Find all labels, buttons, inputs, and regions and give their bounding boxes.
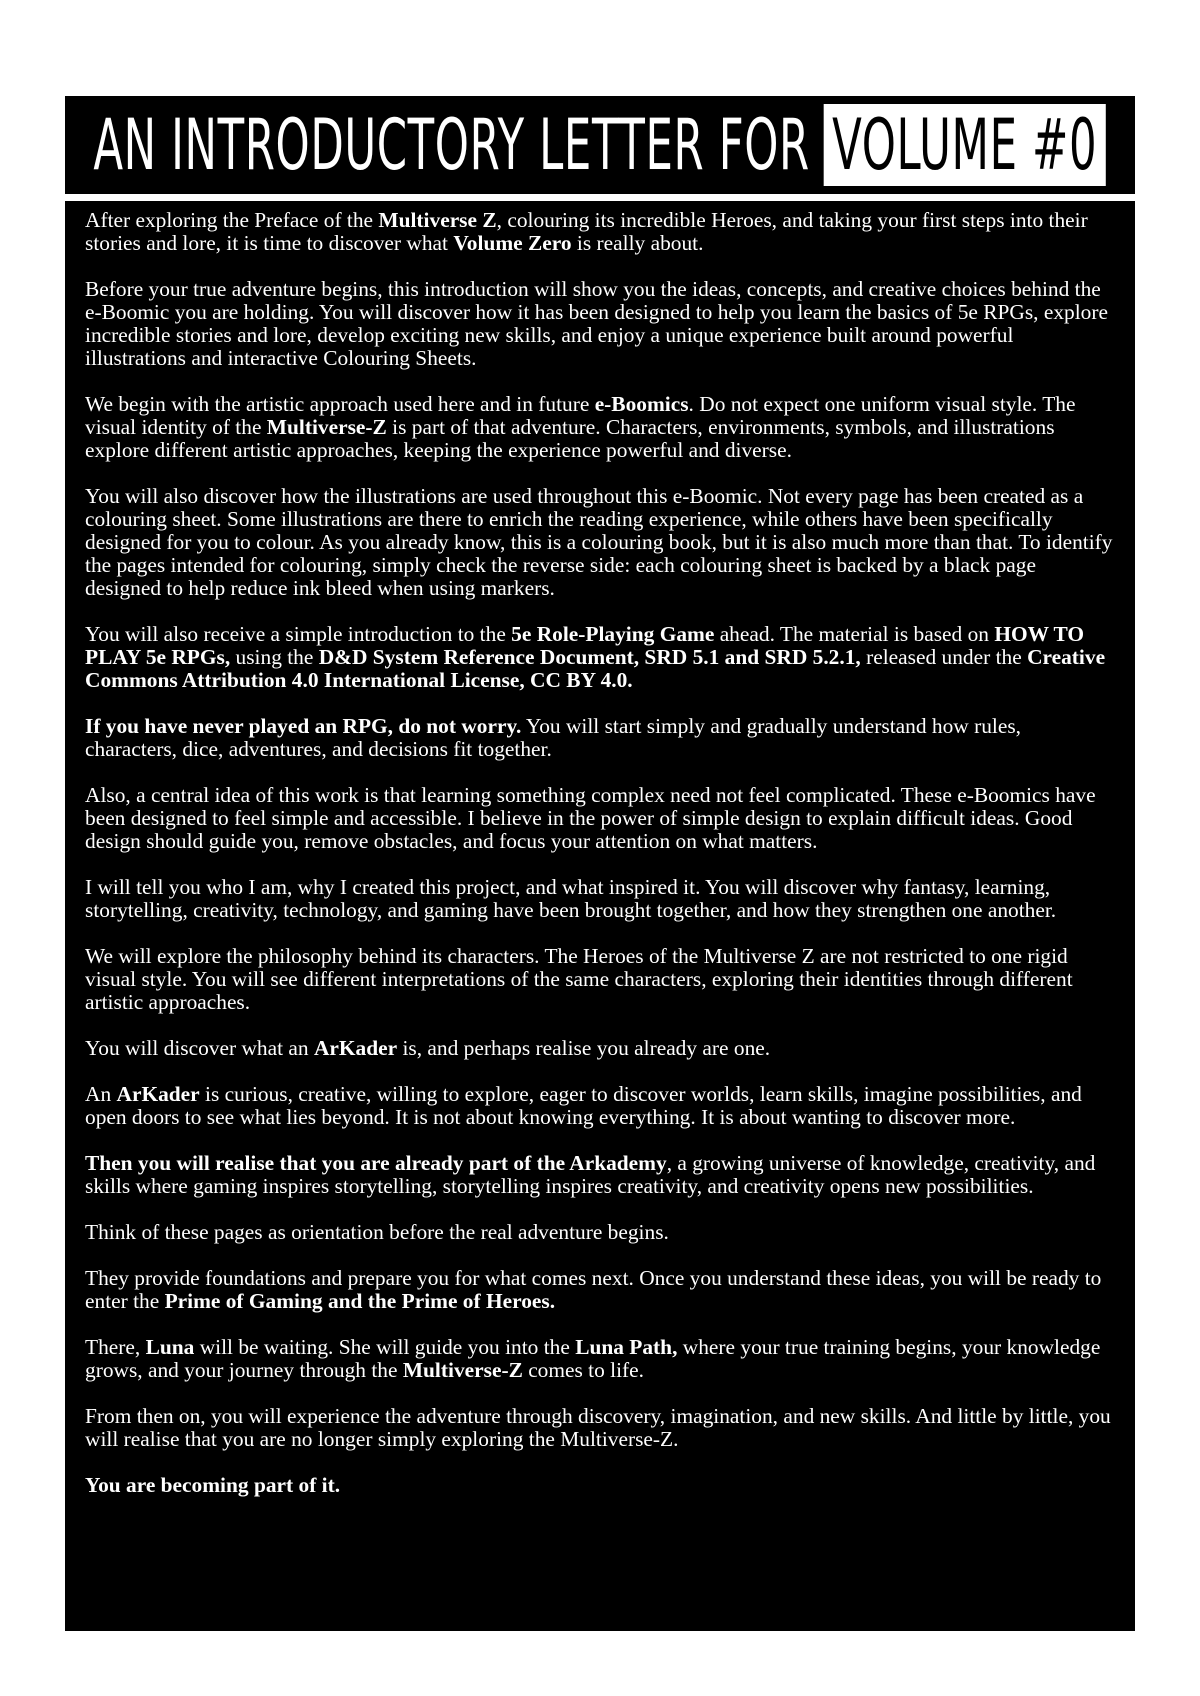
paragraph-text: There, (85, 1335, 146, 1359)
title-banner (65, 96, 1135, 194)
bold-text: Multiverse-Z (402, 1358, 523, 1382)
paragraph-text: An (85, 1082, 117, 1106)
paragraph-text: Think of these pages as orientation before the real adventure begins. (85, 1220, 669, 1244)
bold-text: Luna (145, 1335, 195, 1359)
paragraph-text: ahead. The material is based on (714, 622, 995, 646)
paragraph-text: released under the (860, 645, 1028, 669)
bold-text: D&D System Reference Document, SRD 5.1 and SRD 5.2.1, (318, 645, 861, 669)
paragraph-2 (85, 278, 1117, 370)
bold-text: Volume Zero (453, 231, 572, 255)
bold-text: You are becoming part of it. (85, 1473, 341, 1497)
paragraph-text: We begin with the artistic approach used here and in future (85, 392, 595, 416)
bold-text: Multiverse Z (378, 208, 497, 232)
paragraph-text: . Do not expect one uniform visual style. The visual identity of the (85, 392, 1076, 439)
paragraph-text: Also, a central idea of this work is that learning something complex need not feel complicated. These e-Boomics have been designed to feel simple and accessible. I believe in the power of simple design to explain difficult ideas. Good design should guide you, remove obstacles, and focus your attention on what matters. (85, 783, 1096, 853)
letter-body (65, 201, 1135, 1631)
paragraph-15 (85, 1336, 1117, 1382)
paragraph-text: They provide foundations and prepare you for what comes next. Once you understand these ideas, you will be ready to enter the (85, 1266, 1102, 1313)
bold-text: Multiverse-Z (266, 415, 387, 439)
paragraph-13 (85, 1221, 1117, 1244)
paragraph-text: We will explore the philosophy behind its characters. The Heroes of the Multiverse Z are not restricted to one rigid visual style. You will see different interpretations of the same characters, exploring their identities through different artistic approaches. (85, 944, 1073, 1014)
bold-text: e-Boomics (594, 392, 689, 416)
paragraph-text: using the (230, 645, 319, 669)
paragraph-16 (85, 1405, 1117, 1451)
paragraph-17 (85, 1474, 1117, 1497)
paragraph-text: is, and perhaps realise you already are one. (397, 1036, 771, 1060)
paragraph-text: is really about. (571, 231, 704, 255)
paragraph-11 (85, 1083, 1117, 1129)
bold-text: HOW TO PLAY 5e RPGs, (85, 622, 1085, 669)
bold-text: Luna Path, (575, 1335, 678, 1359)
bold-text: 5e Role-Playing Game (511, 622, 715, 646)
paragraph-7 (85, 784, 1117, 853)
title-volume-highlight: VOLUME #0 (824, 104, 1106, 186)
paragraph-text: is part of that adventure. Characters, environments, symbols, and illustrations explore different artistic approaches, keeping the experience powerful and diverse. (85, 415, 1055, 462)
title-lead-text: AN INTRODUCTORY LETTER FOR (93, 104, 811, 186)
paragraph-10 (85, 1037, 1117, 1060)
paragraph-text: comes to life. (522, 1358, 645, 1382)
paragraph-6 (85, 715, 1117, 761)
paragraph-text: , colouring its incredible Heroes, and taking your first steps into their stories and lore, it is time to discover what (85, 208, 1088, 255)
paragraph-text: You will start simply and gradually understand how rules, characters, dice, adventures, and decisions fit together. (85, 714, 1022, 761)
paragraph-12 (85, 1152, 1117, 1198)
paragraph-14 (85, 1267, 1117, 1313)
page-title (94, 104, 1107, 186)
paragraph-9 (85, 945, 1117, 1014)
paragraph-3 (85, 393, 1117, 462)
paragraph-text: is curious, creative, willing to explore, eager to discover worlds, learn skills, imagine possibilities, and open doors to see what lies beyond. It is not about knowing everything. It is about wanting to discover more. (85, 1082, 1082, 1129)
paragraph-text: will be waiting. She will guide you into the (194, 1335, 576, 1359)
paragraph-8 (85, 876, 1117, 922)
paragraph-text: You will discover what an (85, 1036, 314, 1060)
bold-text: Creative Commons Attribution 4.0 International License, CC BY 4.0. (85, 645, 1106, 692)
paragraph-text: From then on, you will experience the adventure through discovery, imagination, and new skills. And little by little, you will realise that you are no longer simply exploring the Multiverse-Z. (85, 1404, 1111, 1451)
paragraph-text: , a growing universe of knowledge, creativity, and skills where gaming inspires storytelling, storytelling inspires creativity, and creativity opens new possibilities. (85, 1151, 1096, 1198)
paragraph-1 (85, 209, 1117, 255)
bold-text: If you have never played an RPG, do not worry. (85, 714, 522, 738)
paragraph-text: where your true training begins, your knowledge grows, and your journey through the (85, 1335, 1101, 1382)
paragraph-5 (85, 623, 1117, 692)
paragraph-text: You will also discover how the illustrations are used throughout this e-Boomic. Not every page has been created as a colouring sheet. Some illustrations are there to enrich the reading experience, while others have been specifically designed for you to colour. As you already know, this is a colouring book, but it is also much more than that. To identify the pages intended for colouring, simply check the reverse side: each colouring sheet is backed by a black page designed to help reduce ink bleed when using markers. (85, 484, 1113, 600)
paragraph-4 (85, 485, 1117, 600)
paragraph-text: I will tell you who I am, why I created this project, and what inspired it. You will discover why fantasy, learning, storytelling, creativity, technology, and gaming have been brought together, and how they strengthen one another. (85, 875, 1057, 922)
bold-text: ArKader (116, 1082, 200, 1106)
bold-text: Then you will realise that you are already part of the Arkademy (85, 1151, 667, 1175)
paragraph-text: Before your true adventure begins, this introduction will show you the ideas, concepts, and creative choices behind the e-Boomic you are holding. You will discover how it has been designed to help you learn the basics of 5e RPGs, explore incredible stories and lore, develop exciting new skills, and enjoy a unique experience built around powerful illustrations and interactive Colouring Sheets. (85, 277, 1108, 370)
bold-text: ArKader (313, 1036, 398, 1060)
bold-text: Prime of Gaming and the Prime of Heroes. (164, 1289, 556, 1313)
paragraph-text: You will also receive a simple introduction to the (85, 622, 512, 646)
paragraph-text: After exploring the Preface of the (85, 208, 379, 232)
